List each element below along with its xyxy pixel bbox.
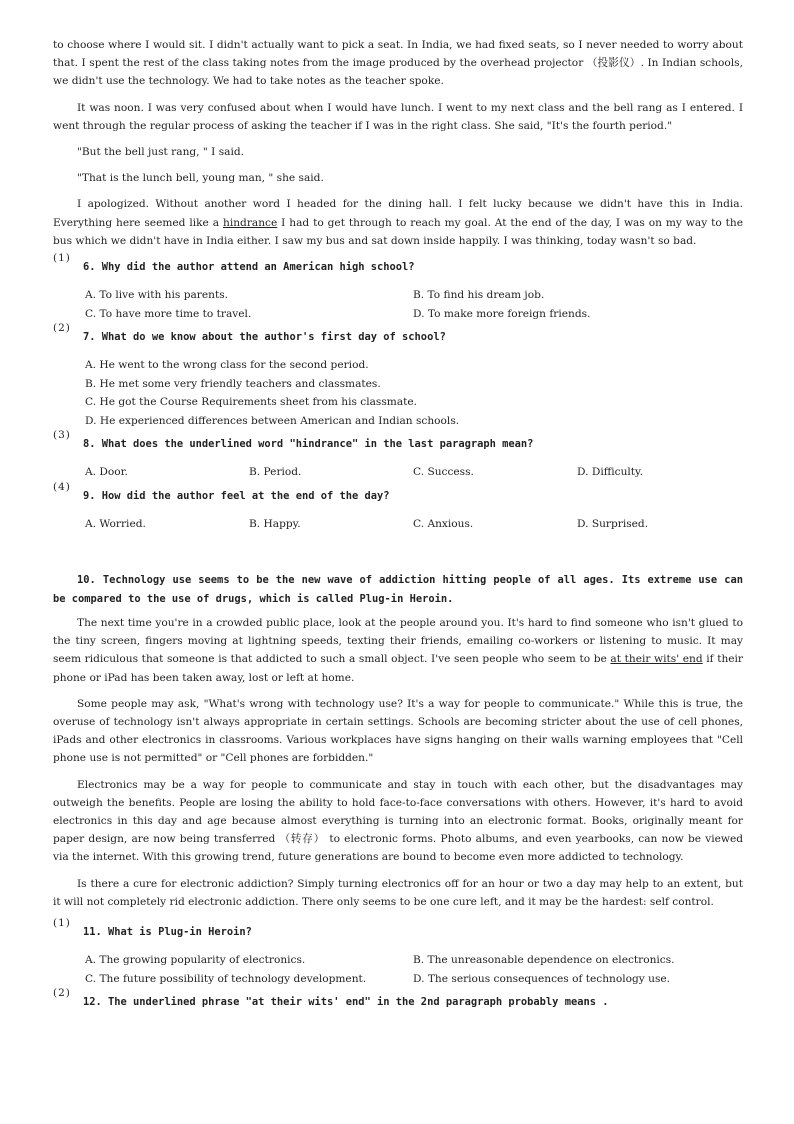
passage1-paragraph-4: "That is the lunch bell, young man, " she said. — [77, 172, 324, 185]
question-text: 9. How did the author feel at the end of the day? — [83, 489, 390, 502]
question-number: (2) — [53, 987, 71, 1000]
question-text: 11. What is Plug-in Heroin? — [83, 926, 252, 939]
option-d: D. He experienced differences between American and Indian schools. — [85, 414, 460, 427]
question-text: 8. What does the underlined word "hindrance" in the last paragraph mean? — [83, 438, 534, 451]
option-d: D. Surprised. — [577, 517, 649, 530]
question-number: (4) — [53, 480, 71, 493]
question-7-options — [85, 356, 743, 430]
option-c: C. The future possibility of technology development. — [85, 972, 367, 985]
option-d: D. Difficulty. — [577, 466, 643, 479]
question-number: (3) — [53, 429, 71, 442]
passage2-paragraph-3: Electronics may be a way for people to communicate and stay in touch with each other, but the disadvantages may outweigh the benefits. People are losing the ability to hold face-to-face conversations with others. However, it's hard to avoid electronics in this day and age because almost everything is turning into an electronic format. Books, originally meant for paper design, are now being transferred （转存） to electronic forms. Photo albums, and even yearbooks, can now be viewed via the internet. With this growing trend, future generations are bound to become even more addicted to technology. — [53, 778, 743, 864]
question-6-options — [85, 286, 743, 323]
passage1-paragraph-5 — [53, 195, 743, 250]
passage1-paragraph-2: It was noon. I was very confused about when I would have lunch. I went to my next class and the bell rang as I entered. I went through the regular process of asking the teacher if I was in the right class. She said, "It's the fourth period." — [53, 101, 743, 132]
text: The next time you're in a crowded public place, look at the people around you. It's hard to find someone who isn't glued to the tiny screen, fingers moving at lightning speeds, texting their friends, emailing co-workers or listening to music. It may seem ridiculous that someone is that addicted to such a small object. I've seen people who seem to be — [53, 617, 743, 666]
passage2-paragraph-2: Some people may ask, "What's wrong with technology use? It's a way for people to communicate." While this is true, the overuse of technology isn't always appropriate in certain settings. Schools are becoming stricter about the use of cell phones, iPads and other electronics in classrooms. Various workplaces have signs hanging on their walls warning employees that "Cell phone use is not permitted" or "Cell phones are forbidden." — [53, 697, 743, 765]
option-a: A. He went to the wrong class for the second period. — [85, 359, 369, 372]
text: if their phone or iPad has been taken away, lost or left at home. — [53, 653, 743, 684]
exam-page — [53, 36, 743, 1021]
passage2-paragraph-1 — [53, 614, 743, 687]
question-8-options — [85, 463, 743, 482]
option-b: B. Period. — [249, 466, 302, 479]
passage1-paragraph-3: "But the bell just rang, " I said. — [77, 146, 244, 159]
option-c: C. He got the Course Requirements sheet from his classmate. — [85, 396, 418, 409]
question-11-options — [85, 951, 743, 988]
option-d: D. The serious consequences of technology use. — [413, 972, 671, 985]
option-b: B. Happy. — [249, 517, 301, 530]
passage2-paragraph-4: Is there a cure for electronic addiction? Simply turning electronics off for an hour or two a day may help to an extent, but it will not completely rid electronic addiction. There only seems to be one cure left, and it may be the hardest: self control. — [53, 877, 743, 908]
question-7 — [53, 322, 743, 350]
option-b: B. The unreasonable dependence on electronics. — [413, 954, 675, 967]
question-text: 12. The underlined phrase "at their wits' end" in the 2nd paragraph probably means . — [83, 996, 609, 1009]
option-b: B. He met some very friendly teachers and classmates. — [85, 377, 381, 390]
underlined-phrase: at their wits' end — [610, 653, 703, 666]
question-number: (2) — [53, 322, 71, 335]
option-a: A. Door. — [85, 466, 128, 479]
text: I had to get through to reach my goal. At the end of the day, I was on my way to the bus which we didn't have in India either. I saw my bus and sat down inside happily. I was thinking, today wasn't so bad. — [53, 216, 743, 247]
question-9 — [53, 480, 743, 509]
option-c: C. To have more time to travel. — [85, 307, 252, 320]
option-a: A. Worried. — [85, 517, 146, 530]
question-12 — [53, 987, 743, 1015]
question-10-intro: 10. Technology use seems to be the new wave of addiction hitting people of all ages. Its extreme use can be compared to the use of drugs, which is called Plug-in Heroin. — [53, 574, 743, 605]
option-c: C. Success. — [413, 466, 474, 479]
option-b: B. To find his dream job. — [413, 289, 545, 302]
option-a: A. To live with his parents. — [85, 289, 229, 302]
option-d: D. To make more foreign friends. — [413, 307, 591, 320]
option-c: C. Anxious. — [413, 517, 474, 530]
question-11 — [53, 917, 743, 945]
option-a: A. The growing popularity of electronics. — [85, 954, 306, 967]
question-9-options — [85, 515, 743, 534]
question-number: (1) — [53, 252, 71, 265]
question-number: (1) — [53, 917, 71, 930]
question-6 — [53, 252, 743, 280]
passage1-paragraph-1: to choose where I would sit. I didn't actually want to pick a seat. In India, we had fixed seats, so I never needed to worry about that. I spent the rest of the class taking notes from the image produced by the overhead projector （投影仪）. In Indian schools, we didn't use the technology. We had to take notes as the teacher spoke. — [53, 39, 743, 88]
underlined-word-hindrance: hindrance — [223, 216, 278, 229]
text: I apologized. Without another word I headed for the dining hall. I felt lucky because we didn't have this in India. Everything here seemed like a — [53, 198, 743, 229]
question-text: 6. Why did the author attend an American high school? — [83, 261, 415, 274]
question-text: 7. What do we know about the author's first day of school? — [83, 331, 446, 344]
question-8 — [53, 429, 743, 457]
